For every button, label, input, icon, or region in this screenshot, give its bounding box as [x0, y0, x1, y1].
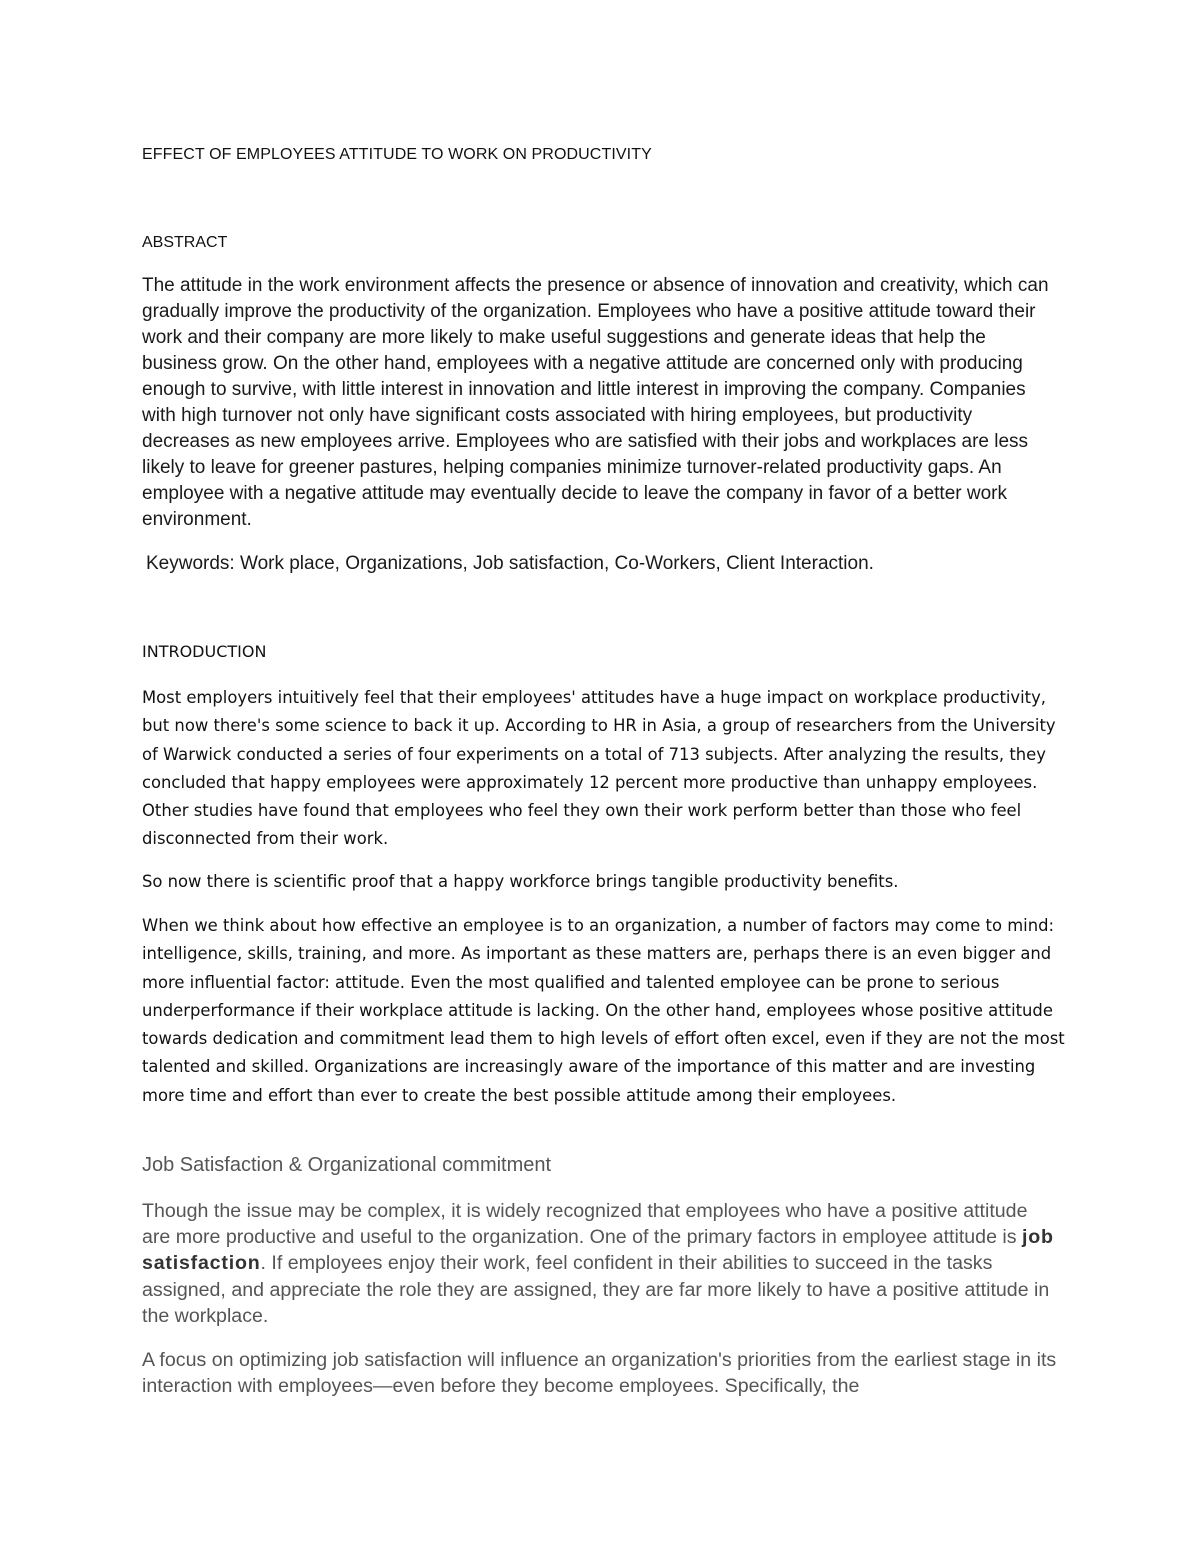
keywords-line: Keywords: Work place, Organizations, Job satisfaction, Co-Workers, Client Interaction. — [146, 553, 874, 574]
introduction-paragraph-3: When we think about how effective an employee is to an organization, a number of factors may come to mind: intelligence, skills, training, and more. As important as these matters are, perhaps there is an even bigger and more influential factor: attitude. Even the most qualified and talented employee can be prone to serious underperformance if their workplace attitude is lacking. On the other hand, employees whose positive attitude towards dedication and commitment lead them to high levels of effort often excel, even if they are not the most talented and skilled. Organizations are increasingly aware of the importance of this matter and are investing more time and effort than ever to create the best possible attitude among their employees. — [142, 916, 1065, 1105]
introduction-paragraph-2: So now there is scientific proof that a happy workforce brings tangible productivity benefits. — [142, 872, 899, 891]
job-satisfaction-paragraph-2: A focus on optimizing job satisfaction will influence an organization's priorities from the earliest stage in its interaction with employees—even before they become employees. Specifically, the — [142, 1349, 1057, 1398]
abstract-paragraph: The attitude in the work environment affects the presence or absence of innovation and creativity, which can gradually improve the productivity of the organization. Employees who have a positive attitude toward their work and their company are more likely to make useful suggestions and generate ideas that help the business grow. On the other hand, employees with a negative attitude are concerned only with producing enough to survive, with little interest in innovation and little interest in improving the company. Companies with high turnover not only have significant costs associated with hiring employees, but productivity decreases as new employees arrive. Employees who are satisfied with their jobs and workplaces are less likely to leave for greener pastures, helping companies minimize turnover-related productivity gaps. An employee with a negative attitude may eventually decide to leave the company in favor of a better work environment. — [142, 275, 1049, 530]
job-satisfaction-heading: Job Satisfaction & Organizational commitment — [142, 1154, 552, 1176]
introduction-heading: INTRODUCTION — [142, 642, 267, 661]
introduction-paragraph-1: Most employers intuitively feel that their employees' attitudes have a huge impact on workplace productivity, but now there's some science to back it up. According to HR in Asia, a group of researchers from the University of Warwick conducted a series of four experiments on a total of 713 subjects. After analyzing the results, they concluded that happy employees were approximately 12 percent more productive than unhappy employees. Other studies have found that employees who feel they own their work perform better than those who feel disconnected from their work. — [142, 688, 1056, 849]
document-title: EFFECT OF EMPLOYEES ATTITUDE TO WORK ON PRODUCTIVITY — [142, 146, 652, 163]
paragraph-text-after: . If employees enjoy their work, feel confident in their abilities to succeed in the tasks assigned, and appreciate the role they are assigned, they are far more likely to have a positive attitude in the workplace. — [142, 1252, 1050, 1327]
abstract-heading: ABSTRACT — [142, 234, 228, 251]
job-satisfaction-paragraph-1 — [142, 1198, 1057, 1329]
paragraph-text-before: Though the issue may be complex, it is widely recognized that employees who have a positive attitude are more productive and useful to the organization. One of the primary factors in employee attitude is — [142, 1200, 1028, 1249]
job-satisfaction-term: job satisfaction — [142, 1226, 1054, 1275]
